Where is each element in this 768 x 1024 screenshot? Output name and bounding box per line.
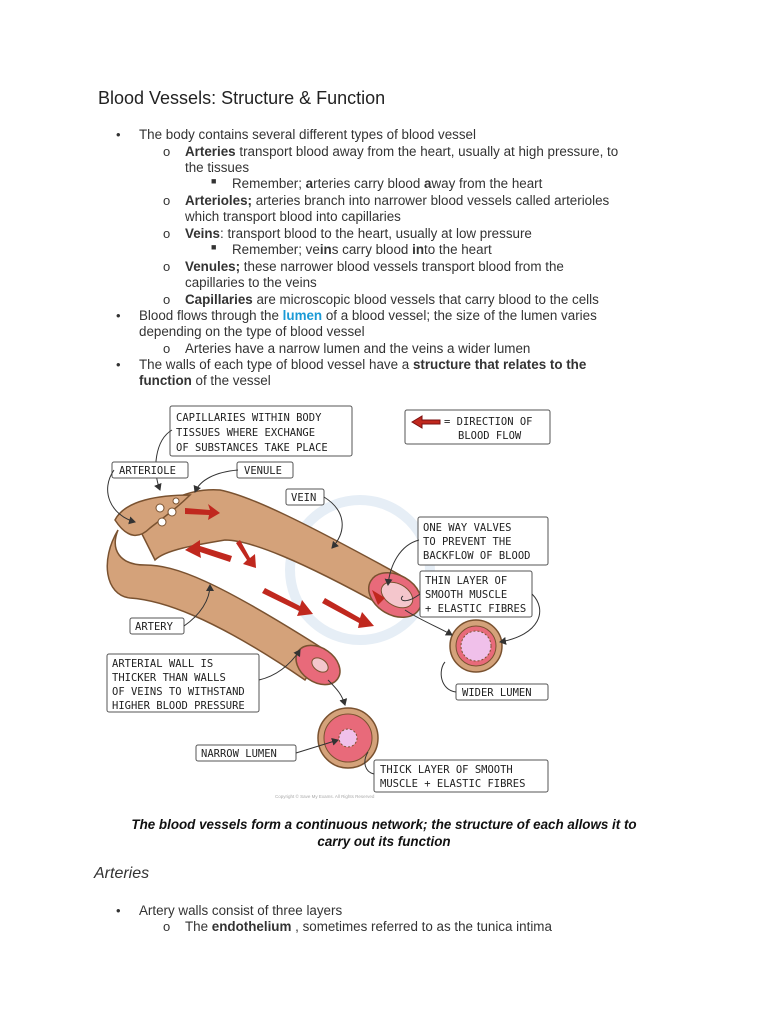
bullet-dot: • (116, 903, 121, 918)
svg-text:OF VEINS TO WITHSTAND: OF VEINS TO WITHSTAND (112, 686, 245, 698)
svg-text:VENULE: VENULE (244, 465, 282, 477)
capillaries-label-line: TISSUES WHERE EXCHANGE (176, 427, 316, 439)
lumen-link[interactable]: lumen (282, 308, 323, 323)
list-item-cont: which transport blood into capillaries (185, 209, 401, 224)
list-item-lumen: Blood flows through the lumen of a blood vessel; the size of the lumen varies (139, 308, 597, 323)
section-heading-arteries: Arteries (94, 865, 150, 882)
svg-text:MUSCLE + ELASTIC FIBRES: MUSCLE + ELASTIC FIBRES (380, 778, 526, 790)
svg-text:NARROW LUMEN: NARROW LUMEN (201, 748, 277, 760)
legend (405, 410, 550, 444)
sub-bullet: o (163, 341, 171, 356)
capillaries-label-line: OF SUBSTANCES TAKE PLACE (176, 442, 328, 454)
svg-text:ARTERY: ARTERY (135, 621, 173, 633)
artery-cross-section (318, 708, 378, 768)
svg-text:ARTERIAL WALL IS: ARTERIAL WALL IS (112, 658, 214, 670)
bullet-dot: • (116, 127, 121, 142)
label-arterial-wall (107, 650, 300, 712)
svg-text:= DIRECTION OF: = DIRECTION OF (444, 416, 533, 428)
square-bullet: ■ (211, 176, 217, 186)
square-bullet: ■ (211, 242, 217, 252)
sub-bullet: o (163, 226, 171, 241)
list-item-arteries: Arteries transport blood away from the heart, usually at high pressure, to (185, 144, 619, 159)
sub-bullet: o (163, 259, 171, 274)
svg-text:+ ELASTIC FIBRES: + ELASTIC FIBRES (425, 603, 527, 615)
list-item-veins-mnemonic: Remember; veins carry blood into the heart (232, 242, 492, 257)
label-thick-layer (365, 752, 548, 792)
sub-bullet: o (163, 919, 171, 934)
svg-text:SMOOTH MUSCLE: SMOOTH MUSCLE (425, 589, 508, 601)
svg-text:TO PREVENT THE: TO PREVENT THE (423, 536, 512, 548)
svg-text:BLOOD FLOW: BLOOD FLOW (458, 430, 522, 442)
figure-caption: The blood vessels form a continuous network; the structure of each allows it to carry out its function (131, 817, 637, 849)
list-item: Arteries have a narrow lumen and the veins a wider lumen (185, 341, 531, 356)
list-item-cont: the tissues (185, 160, 250, 175)
page-title: Blood Vessels: Structure & Function (98, 88, 386, 108)
list-item-arterioles: Arterioles; arteries branch into narrower blood vessels called arterioles (185, 193, 610, 208)
list-item-venules: Venules; these narrower blood vessels transport blood from the (185, 259, 564, 274)
svg-text:THICKER THAN WALLS: THICKER THAN WALLS (112, 672, 226, 684)
svg-text:VEIN: VEIN (291, 492, 317, 504)
svg-text:THICK LAYER OF SMOOTH: THICK LAYER OF SMOOTH (380, 764, 513, 776)
svg-text:BACKFLOW OF BLOOD: BACKFLOW OF BLOOD (423, 550, 531, 562)
sub-bullet: o (163, 144, 171, 159)
label-venule (195, 462, 293, 492)
list-item-arteries-mnemonic: Remember; arteries carry blood away from the heart (232, 176, 543, 191)
list-item-endothelium: The endothelium , sometimes referred to as the tunica intima (185, 919, 552, 934)
list-item-cont: depending on the type of blood vessel (139, 324, 365, 339)
capillaries-label-line: CAPILLARIES WITHIN BODY (176, 412, 322, 424)
svg-text:WIDER LUMEN: WIDER LUMEN (462, 687, 532, 699)
svg-text:ARTERIOLE: ARTERIOLE (119, 465, 176, 477)
list-item-capillaries: Capillaries are microscopic blood vessels that carry blood to the cells (185, 292, 599, 307)
bullet-dot: • (116, 357, 121, 372)
svg-text:ONE WAY VALVES: ONE WAY VALVES (423, 522, 512, 534)
bullet-dot: • (116, 308, 121, 323)
list-item: The body contains several different types of blood vessel (139, 127, 476, 142)
svg-text:THIN LAYER OF: THIN LAYER OF (425, 575, 508, 587)
label-narrow-lumen (196, 740, 338, 761)
list-item: Artery walls consist of three layers (139, 903, 343, 918)
list-item-cont: function of the vessel (139, 373, 271, 388)
sub-bullet: o (163, 193, 171, 208)
label-wider-lumen (441, 662, 548, 700)
blood-vessels-diagram (0, 400, 768, 800)
list-item-structure: The walls of each type of blood vessel have a structure that relates to the (139, 357, 587, 372)
svg-text:HIGHER BLOOD PRESSURE: HIGHER BLOOD PRESSURE (112, 700, 245, 712)
list-item-cont: capillaries to the veins (185, 275, 317, 290)
copyright-note: Copyright © Save My Exams. All Rights Reserved (275, 794, 375, 799)
sub-bullet: o (163, 292, 171, 307)
list-item-veins: Veins: transport blood to the heart, usually at low pressure (185, 226, 532, 241)
vein-cross-section (450, 620, 502, 672)
